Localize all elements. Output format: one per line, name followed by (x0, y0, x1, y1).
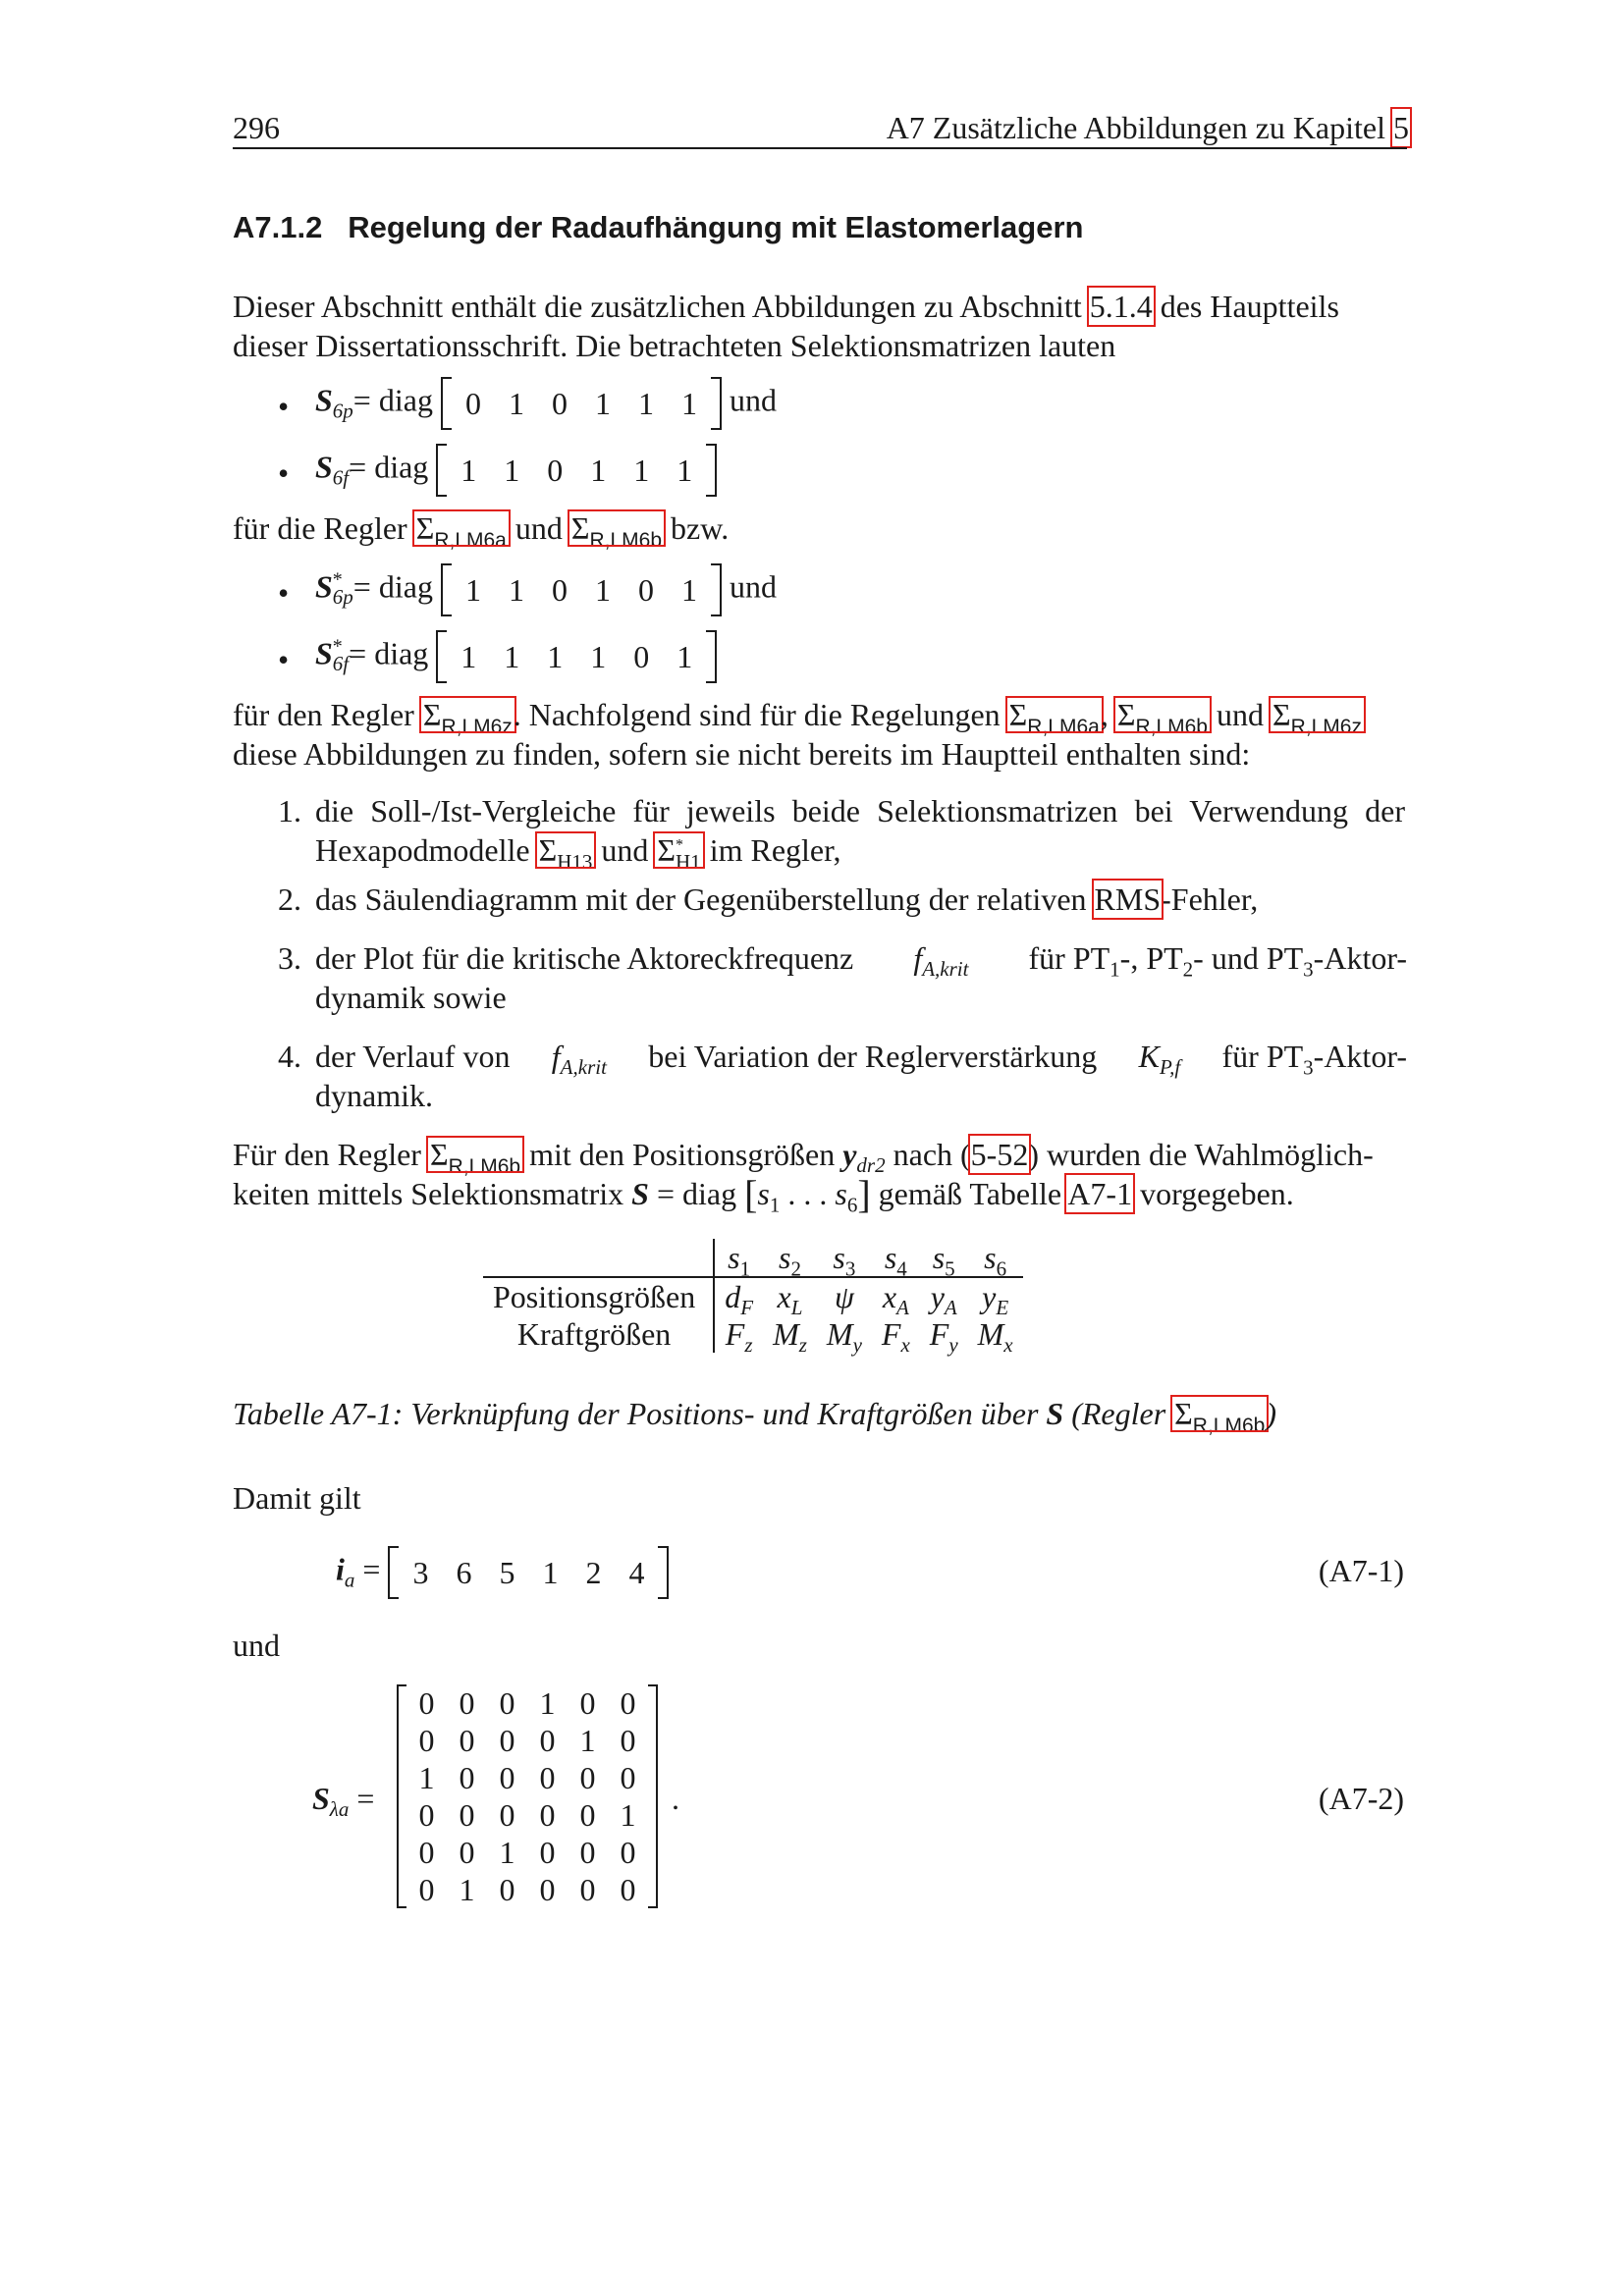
chapter-ref-link[interactable]: 5 (1393, 110, 1409, 145)
list-item: die Soll-/Ist-Vergleiche für jeweils beide Selektionsmatrizen bei Verwendung der (315, 793, 1405, 828)
data-table (483, 1239, 1023, 1357)
matrix-s6p-star: $S^*_{6p}=$ diag 1 1 0 1 0 1 und (315, 563, 777, 616)
rms-ref-link[interactable]: RMS (1094, 881, 1162, 917)
regler-ref-lm6a[interactable]: $\Sigma_{R,LM6a}$ (1008, 697, 1100, 738)
matrix-row: 1 0 0 0 0 0 (418, 1760, 636, 1795)
matrix-s6p: $S_{6p}=$ diag 0 1 0 1 1 1 und (315, 377, 777, 430)
equation-a7-2-label: $S_{\lambda a}$ = (312, 1781, 375, 1821)
und-text: und (233, 1628, 280, 1663)
matrix-s6f-star: $S^*_{6f}=$ diag 1 1 1 1 0 1 (315, 630, 717, 683)
para2-line-2: keiten mittels Selektionsmatrix S = diag [$s_1$ . . . $s_6$] gemäß Tabelle A7-1 vorgegeben. (233, 1172, 1294, 1217)
equation-ref-link[interactable]: 5-52 (970, 1137, 1029, 1172)
para2-line-1: Für den Regler $\Sigma_{R,LM6b}$ mit den Positionsgrößen $y_{dr2}$ nach (5-52) wurden die Wahlmöglich- (233, 1137, 1374, 1178)
regler-ref-lm6a[interactable]: $\Sigma_{R,LM6a}$ (415, 510, 507, 552)
matrix-s6f: $S_{6f}=$ diag 1 1 0 1 1 1 (315, 444, 717, 497)
intro-line-2: dieser Dissertationsschrift. Die betrachteten Selektionsmatrizen lauten (233, 328, 1116, 363)
intro-line-1: Dieser Abschnitt enthält die zusätzlichen Abbildungen zu Abschnitt 5.1.4 des Hauptteils (233, 289, 1339, 324)
matrix-row: 0 0 0 0 0 1 (418, 1797, 636, 1833)
table-ref-link[interactable]: A7-1 (1067, 1176, 1133, 1211)
page-number: 296 (233, 110, 280, 145)
damit-gilt: Damit gilt (233, 1480, 361, 1516)
list-number: 4. (278, 1039, 301, 1074)
bullet-icon: • (278, 455, 290, 491)
equation-tag: (A7-2) (1318, 1781, 1404, 1816)
matrix-row: 0 1 0 0 0 0 (418, 1872, 636, 1907)
bullet-icon: • (278, 642, 290, 677)
list-item-cont: Hexapodmodelle $\Sigma_{H13}$ und $\Sigma^*_{H1}$ im Regler, (315, 832, 841, 874)
regler-ref-lm6b[interactable]: $\Sigma_{R,LM6b}$ (429, 1137, 521, 1178)
equation-period: . (672, 1781, 679, 1816)
regler-ref-lm6z[interactable]: $\Sigma_{R,LM6z}$ (1272, 697, 1362, 738)
list-item: der Verlauf von $f_{A,krit}$ bei Variation der Reglerverstärkung $K_{P,f}$ für $PT_3-Aktor-$ (315, 1039, 1407, 1080)
list-item-cont: dynamik. (315, 1078, 433, 1113)
list-number: 3. (278, 940, 301, 976)
bullet-icon: • (278, 575, 290, 611)
equation-a7-1: $i_a = 3$ 6 5 1 2 4 (336, 1546, 669, 1599)
equation-tag: (A7-1) (1318, 1553, 1404, 1588)
list-number: 1. (278, 793, 301, 828)
section-ref-link[interactable]: 5.1.4 (1089, 289, 1153, 324)
hexapod-ref-h1[interactable]: $\Sigma^*_{H1}$ (657, 832, 701, 874)
regler-ref-lm6z[interactable]: $\Sigma_{R,LM6z}$ (422, 697, 513, 738)
matrix-row: 0 0 0 1 0 0 (418, 1685, 636, 1721)
list-item-cont: dynamik sowie (315, 980, 507, 1015)
list-number: 2. (278, 881, 301, 917)
list-item: der Plot für die kritische Aktoreckfrequenz $f_{A,krit}$ für $PT_1-$, $PT_2-$ und $PT_3-Aktor-$ (315, 940, 1407, 982)
header-rule (233, 147, 1407, 149)
table-row: Kraftgrößen $F_z$ $M_z$ $M_y$ $F_x$ $F_y$ $M_x$ (483, 1315, 1023, 1353)
regler-line-b-2: diese Abbildungen zu finden, sofern sie nicht bereits im Hauptteil enthalten sind: (233, 736, 1251, 772)
regler-ref-lm6b[interactable]: $\Sigma_{R,LM6b}$ (1174, 1396, 1266, 1437)
section-heading: A7.1.2 Regelung der Radaufhängung mit Elastomerlagern (233, 210, 1084, 244)
table-caption: Tabelle A7-1: Verknüpfung der Positions- und Kraftgrößen über S (Regler $\Sigma_{R,LM6b}$) (233, 1396, 1276, 1437)
matrix-row: 0 0 0 0 1 0 (418, 1723, 636, 1758)
matrix-row: 0 0 1 0 0 0 (418, 1835, 636, 1870)
list-item: das Säulendiagramm mit der Gegenüberstellung der relativen RMS-Fehler, (315, 881, 1259, 917)
regler-line-a: für die Regler $\Sigma_{R,LM6a}$ und $\Sigma_{R,LM6b}$ bzw. (233, 510, 730, 552)
regler-ref-lm6b[interactable]: $\Sigma_{R,LM6b}$ (570, 510, 663, 552)
bullet-icon: • (278, 389, 290, 424)
table-header-row: $s_1$ $s_2$ $s_3$ $s_4$ $s_5$ $s_6$ (483, 1239, 1023, 1277)
regler-ref-lm6b[interactable]: $\Sigma_{R,LM6b}$ (1116, 697, 1208, 738)
hexapod-ref-h13[interactable]: $\Sigma_{H13}$ (538, 832, 593, 874)
running-title: A7 Zusätzliche Abbildungen zu Kapitel 5 (886, 110, 1409, 145)
matrix-s-lambda-a (397, 1684, 658, 1908)
regler-line-b: für den Regler $\Sigma_{R,LM6z}$. Nachfolgend sind für die Regelungen $\Sigma_{R,LM6a}$, $\Sigma_{R,LM6b}$ und $\Sigma_{R,LM6z}$ (233, 697, 1362, 738)
table-row: Positionsgrößen $d_F$ $x_L$ ψ $x_A$ $y_A$ $y_E$ (483, 1277, 1023, 1315)
